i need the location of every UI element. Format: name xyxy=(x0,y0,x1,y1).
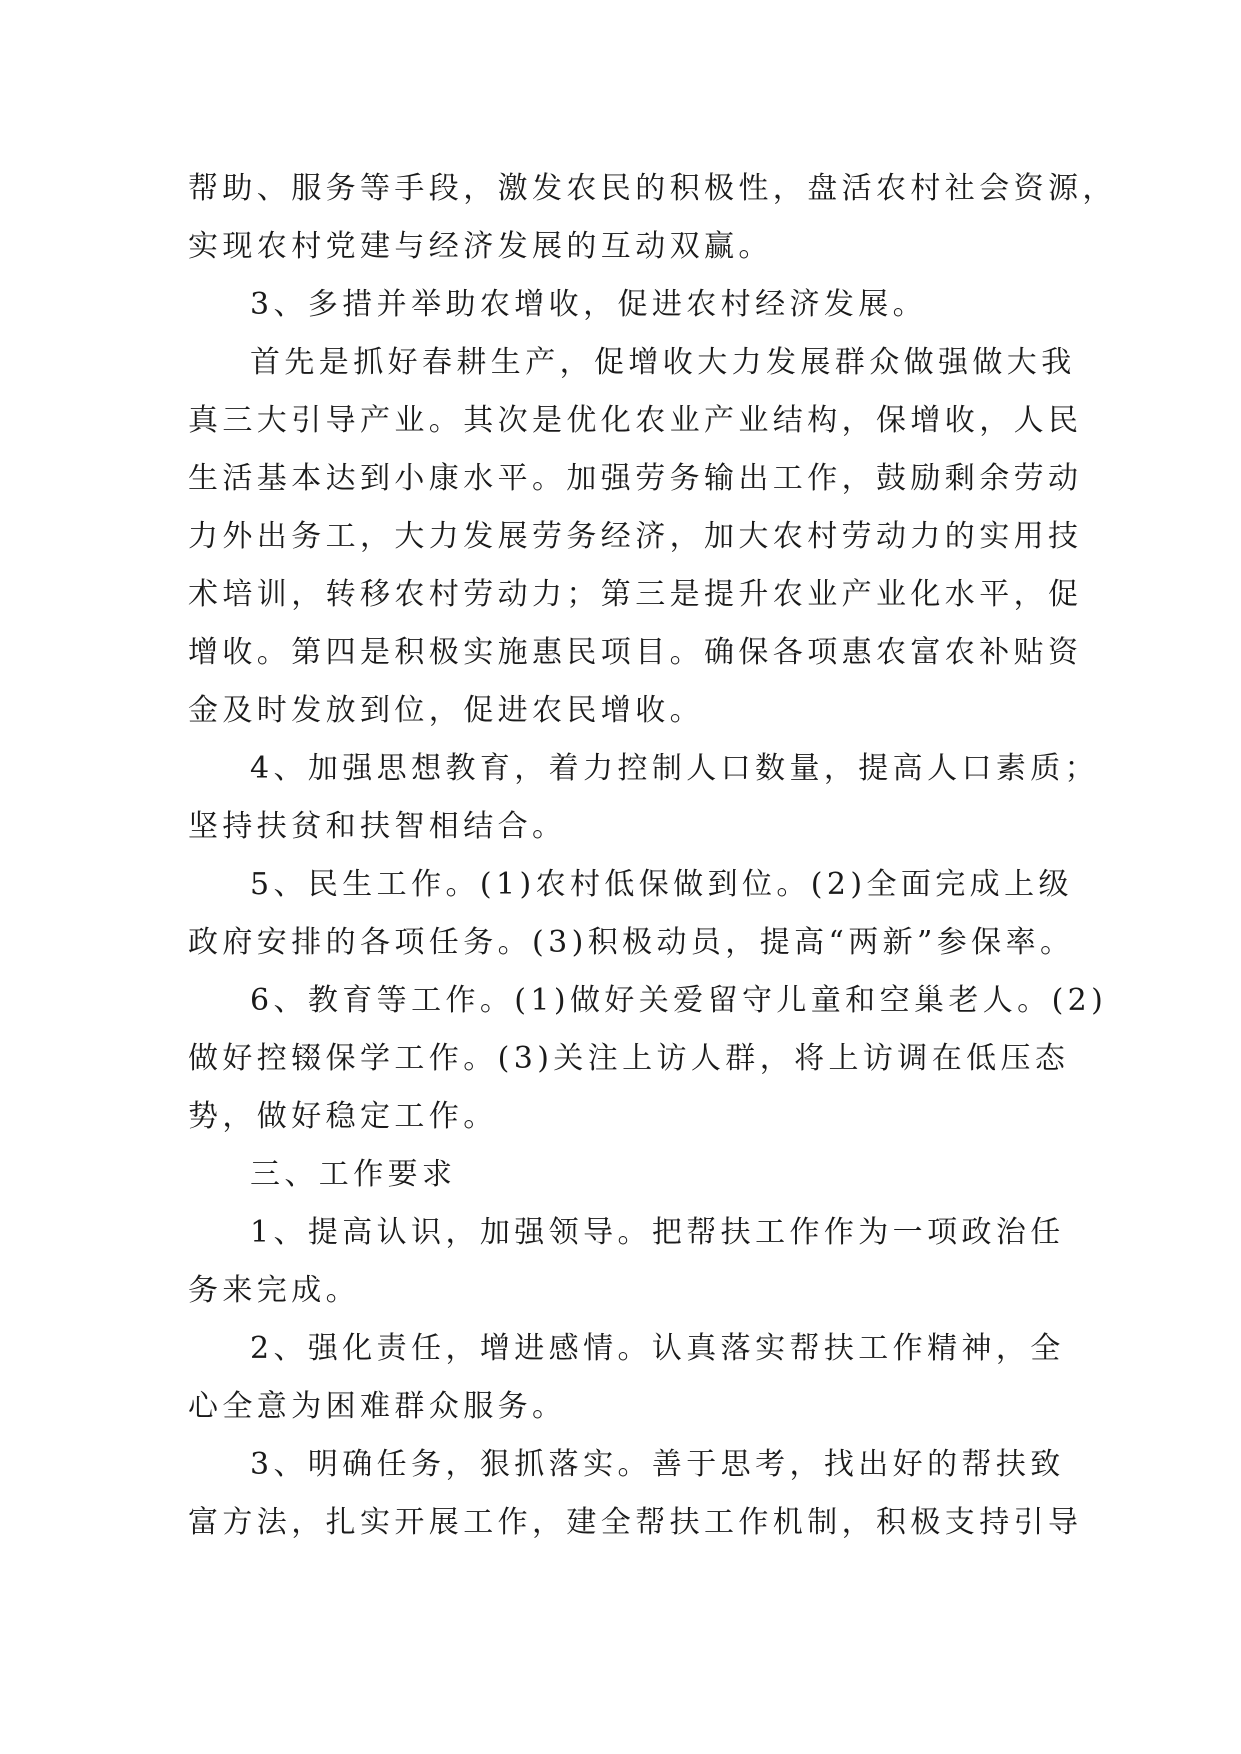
text-line: 4、加强思想教育，着力控制人口数量，提高人口素质； xyxy=(250,751,1100,786)
text-line: 真三大引导产业。其次是优化农业产业结构，保增收，人民 xyxy=(188,403,1083,438)
text-line: 生活基本达到小康水平。加强劳务输出工作，鼓励剩余劳动 xyxy=(188,461,1083,496)
text-line: 帮助、服务等手段，激发农民的积极性，盘活农村社会资源， xyxy=(188,171,1117,206)
text-line: 2、强化责任，增进感情。认真落实帮扶工作精神，全 xyxy=(250,1331,1065,1366)
text-line: 富方法，扎实开展工作，建全帮扶工作机制，积极支持引导 xyxy=(188,1505,1083,1540)
text-line: 实现农村党建与经济发展的互动双赢。 xyxy=(188,229,773,264)
text-line: 金及时发放到位，促进农民增收。 xyxy=(188,693,704,728)
text-line: 三、工作要求 xyxy=(250,1157,457,1192)
text-line: 首先是抓好春耕生产，促增收大力发展群众做强做大我 xyxy=(250,345,1076,380)
text-line: 势，做好稳定工作。 xyxy=(188,1099,498,1134)
text-line: 政府安排的各项任务。(3)积极动员，提高“两新”参保率。 xyxy=(188,925,1075,960)
text-line: 1、提高认识，加强领导。把帮扶工作作为一项政治任 xyxy=(250,1215,1065,1250)
text-line: 坚持扶贫和扶智相结合。 xyxy=(188,809,567,844)
text-line: 3、明确任务，狠抓落实。善于思考，找出好的帮扶致 xyxy=(250,1447,1065,1482)
text-line: 务来完成。 xyxy=(188,1273,360,1308)
text-line: 做好控辍保学工作。(3)关注上访人群，将上访调在低压态 xyxy=(188,1041,1070,1076)
text-line: 增收。第四是积极实施惠民项目。确保各项惠农富农补贴资 xyxy=(188,635,1083,670)
text-line: 5、民生工作。(1)农村低保做到位。(2)全面完成上级 xyxy=(250,867,1073,902)
text-line: 力外出务工，大力发展劳务经济，加大农村劳动力的实用技 xyxy=(188,519,1083,554)
text-line: 6、教育等工作。(1)做好关爱留守儿童和空巢老人。(2) xyxy=(250,983,1108,1018)
text-line: 心全意为困难群众服务。 xyxy=(188,1389,567,1424)
text-line: 术培训，转移农村劳动力；第三是提升农业产业化水平，促 xyxy=(188,577,1083,612)
document-body xyxy=(188,160,1117,1552)
text-line: 3、多措并举助农增收，促进农村经济发展。 xyxy=(250,287,928,322)
